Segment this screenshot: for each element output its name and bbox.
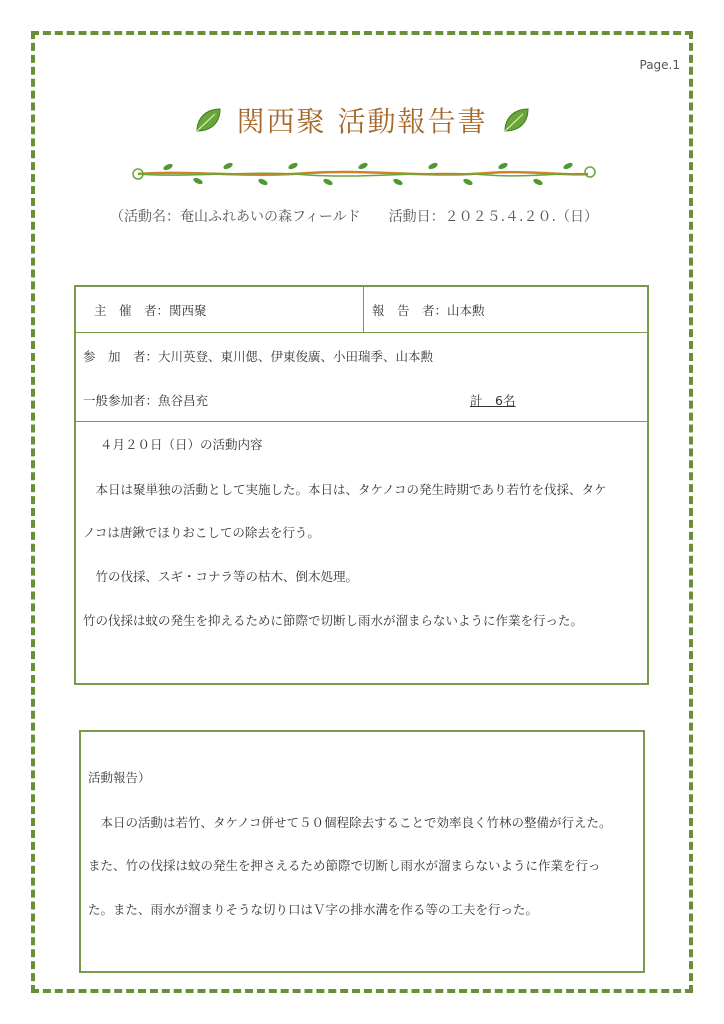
general-participants-text: 一般参加者：魚谷昌充 [83,393,209,408]
leaf-right-icon [501,105,531,135]
table-row-participants [76,333,647,422]
table-row-organizer [76,287,647,333]
organizer-text: 主 催 者：関西聚 [94,303,207,318]
report-line: また、竹の伐採は蚊の発生を押さえるため節際で切断し雨水が溜まらないように作業を行っ [88,858,601,873]
activity-subtitle: （活動名：奄山ふれあいの森フィールド 活動日：２０２５.４.２０.（日） [110,209,598,225]
activity-table [74,285,649,685]
activity-line: ノコは唐鍬でほりおこしての除去を行う。 [83,525,320,540]
page-title: 関西聚 活動報告書 [236,105,488,138]
participants-text: 参 加 者：大川英登、東川偲、伊東俊廣、小田瑞季、山本勲 [83,349,434,364]
report-line: 本日の活動は若竹、タケノコ併せて５０個程除去することで効率良く竹林の整備が行えた。 [88,815,612,830]
organizer-cell [76,287,364,332]
activity-line: 竹の伐採、スギ・コナラ等の枯木、倒木処理。 [83,569,359,584]
report-box [79,730,645,973]
activity-line: 本日は聚単独の活動として実施した。本日は、タケノコの発生時期であり若竹を伐採、タケ [83,482,607,497]
report-line: た。また、雨水が溜まりそうな切り口はＶ字の排水溝を作る等の工夫を行った。 [88,902,539,917]
total-count: 計 6名 [470,393,516,408]
report-heading: 活動報告） [88,770,151,785]
reporter-text: 報 告 者：山本勲 [372,303,485,318]
page-number: Page.1 [639,58,680,72]
leaf-left-icon [193,105,223,135]
activity-line: 竹の伐採は蚊の発生を抑えるために節際で切断し雨水が溜まらないように作業を行った。 [83,613,584,628]
vine-divider-icon [128,158,598,190]
activity-heading: ４月２０日（日）の活動内容 [100,437,263,452]
title-area [0,100,724,140]
